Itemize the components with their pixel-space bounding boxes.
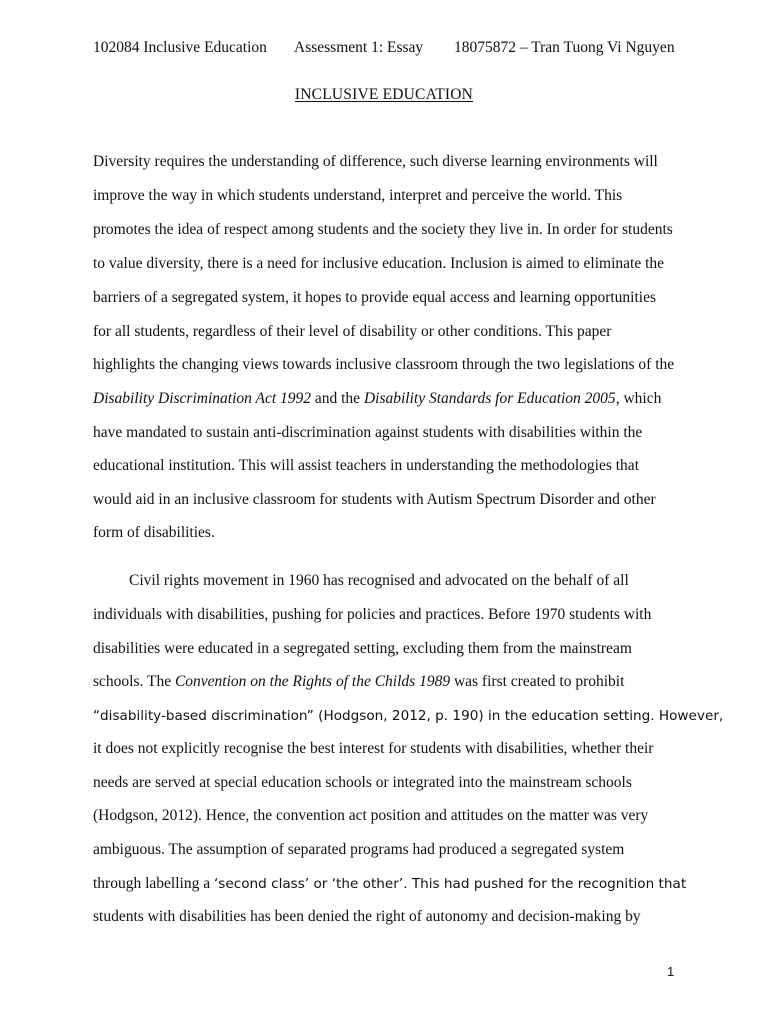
text-line: to value diversity, there is a need for inclusive education. Inclusion is aimed to eliminate the	[93, 255, 665, 272]
text-line	[93, 389, 661, 409]
text-line: have mandated to sustain anti-discrimination against students with disabilities within the	[93, 424, 643, 441]
text-line: ambiguous. The assumption of separated programs had produced a segregated system	[93, 841, 625, 858]
text-line: individuals with disabilities, pushing for policies and practices. Before 1970 students with	[93, 606, 652, 623]
text-span: schools. The	[93, 673, 175, 690]
text-line: Diversity requires the understanding of difference, such diverse learning environments will	[93, 153, 658, 170]
text-line: form of disabilities.	[93, 524, 215, 541]
text-line	[93, 706, 723, 726]
title-text: INCLUSIVE EDUCATION	[294, 86, 474, 103]
text-line	[93, 874, 686, 894]
text-line: highlights the changing views towards inclusive classroom through the two legislations of the	[93, 356, 675, 373]
text-line: it does not explicitly recognise the best interest for students with disabilities, whether their	[93, 740, 654, 757]
text-line: barriers of a segregated system, it hopes to provide equal access and learning opportunities	[93, 289, 656, 306]
citation-title: Convention on the Rights of the Childs 1989	[174, 673, 451, 690]
text-span: ‘second class’ or ‘the other’. This had pushed for the recognition that	[213, 876, 687, 892]
text-line: educational institution. This will assist teachers in understanding the methodologies that	[93, 457, 639, 474]
text-line	[93, 672, 624, 692]
header-course: 102084 Inclusive Education	[93, 39, 267, 56]
text-line: improve the way in which students understand, interpret and perceive the world. This	[93, 187, 623, 204]
text-line: Civil rights movement in 1960 has recognised and advocated on the behalf of all	[129, 572, 629, 589]
citation-title: Disability Discrimination Act 1992	[93, 390, 311, 407]
text-line: disabilities were educated in a segregated setting, excluding them from the mainstream	[93, 640, 632, 657]
text-line: needs are served at special education schools or integrated into the mainstream schools	[93, 774, 632, 791]
header-assessment: Assessment 1: Essay	[294, 39, 424, 56]
text-line: promotes the idea of respect among students and the society they live in. In order for students	[93, 221, 673, 238]
text-span: and the	[311, 390, 364, 407]
document-title	[0, 86, 768, 104]
header-author: 18075872 – Tran Tuong Vi Nguyen	[454, 39, 675, 56]
citation-title: Disability Standards for Education 2005	[363, 390, 616, 407]
text-line: for all students, regardless of their level of disability or other conditions. This paper	[93, 323, 612, 340]
text-span: was first created to prohibit	[450, 673, 625, 690]
quoted-citation: “disability-based discrimination” (Hodgson, 2012, p. 190)	[93, 708, 484, 724]
text-span: through labelling a	[93, 875, 214, 892]
text-span: , which	[615, 390, 662, 407]
text-line: (Hodgson, 2012). Hence, the convention act position and attitudes on the matter was very	[93, 807, 649, 824]
text-span: in the education setting. However,	[483, 708, 724, 724]
text-line: students with disabilities has been denied the right of autonomy and decision-making by	[93, 908, 641, 925]
page-number: 1	[667, 964, 675, 979]
text-line: would aid in an inclusive classroom for students with Autism Spectrum Disorder and other	[93, 491, 656, 508]
